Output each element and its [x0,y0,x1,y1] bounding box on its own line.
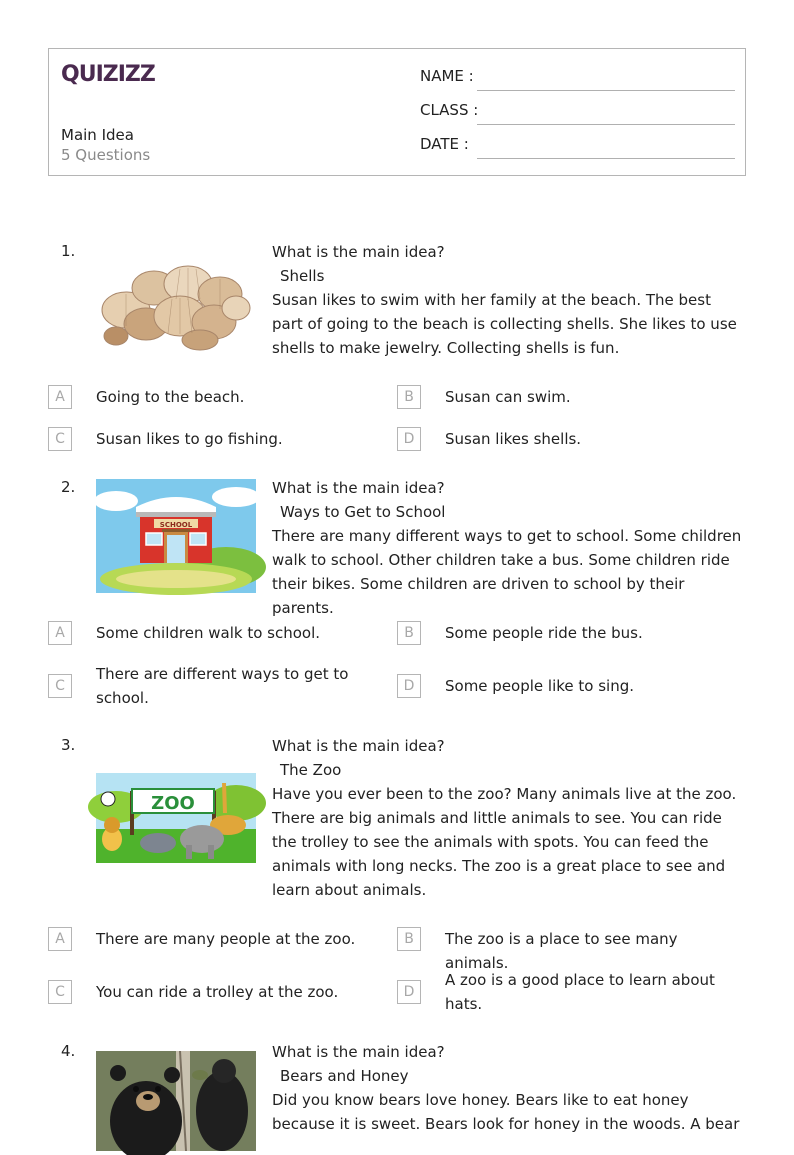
date-line[interactable] [477,158,735,159]
option-letter: B [397,621,421,645]
quizizz-logo [61,59,155,87]
option-b[interactable] [397,385,737,409]
option-text: You can ride a trolley at the zoo. [96,983,339,1001]
option-a[interactable] [48,621,378,645]
bears-image [96,1051,256,1123]
option-text: A zoo is a good place to learn about hats. [445,971,715,1013]
option-letter: C [48,427,72,451]
date-field[interactable] [420,135,735,159]
option-text: Susan can swim. [445,388,571,406]
option-letter: B [397,385,421,409]
option-letter: A [48,621,72,645]
name-label: NAME : [420,67,474,85]
option-text: Going to the beach. [96,388,245,406]
passage-text: There are many different ways to get to school. Some children walk to school. Other children take a bus. Some children ride their bikes. Some children are driven to school by their parents. [272,527,742,617]
option-letter: A [48,385,72,409]
option-d[interactable] [397,674,737,698]
option-letter: C [48,674,72,698]
question-text [272,1040,744,1136]
option-b[interactable] [397,927,742,972]
question-prompt: What is the main idea? [272,737,445,755]
name-line[interactable] [477,90,735,91]
question-number: 1. [61,242,76,260]
option-b[interactable] [397,621,737,645]
option-text: Some people ride the bus. [445,624,643,642]
passage-title: Shells [280,267,325,285]
option-letter: A [48,927,72,951]
worksheet-header [48,48,746,176]
svg-text:ZOO: ZOO [151,793,195,814]
option-a[interactable] [48,927,378,951]
option-text: The zoo is a place to see many animals. [445,930,678,972]
option-text: Some people like to sing. [445,677,635,695]
svg-text:SCHOOL: SCHOOL [159,521,193,529]
option-text: There are many people at the zoo. [96,930,356,948]
passage-text: Susan likes to swim with her family at the beach. The best part of going to the beach is collecting shells. She likes to use shells to make jewelry. Collecting shells is fun. [272,291,737,357]
school-building-image [96,479,256,593]
question-count: 5 Questions [61,146,151,164]
seashells-image [96,248,256,356]
option-c[interactable] [48,662,378,710]
passage-title: Bears and Honey [280,1067,409,1085]
class-label: CLASS : [420,101,479,119]
option-letter: D [397,427,421,451]
question-text [272,240,744,360]
option-letter: D [397,674,421,698]
passage-title: The Zoo [280,761,342,779]
question-text [272,734,744,902]
class-line[interactable] [477,124,735,125]
question-number: 3. [61,736,76,754]
passage-title: Ways to Get to School [280,503,446,521]
option-d[interactable] [397,968,737,1016]
worksheet-title: Main Idea [61,126,134,144]
option-a[interactable] [48,385,378,409]
question-text [272,476,744,620]
class-field[interactable] [420,101,735,125]
option-text: Some children walk to school. [96,624,321,642]
option-c[interactable] [48,980,378,1004]
question-prompt: What is the main idea? [272,1043,445,1061]
option-d[interactable] [397,427,737,451]
passage-text: Did you know bears love honey. Bears like to eat honey because it is sweet. Bears look for honey in the woods. A bear [272,1091,740,1133]
option-letter: D [397,980,421,1004]
zoo-animals-image [96,773,256,863]
question-prompt: What is the main idea? [272,243,445,261]
option-letter: B [397,927,421,951]
question-number: 4. [61,1042,76,1060]
option-text: Susan likes shells. [445,430,582,448]
passage-text: Have you ever been to the zoo? Many animals live at the zoo. There are big animals and little animals to see. You can ride the trolley to see the animals with spots. You can feed the animals with long necks. The zoo is a great place to see and learn about animals. [272,785,737,899]
option-text: Susan likes to go fishing. [96,430,283,448]
svg-text:QUIZIZZ: QUIZIZZ [61,62,155,87]
question-number: 2. [61,478,76,496]
question-4 [0,1040,794,1133]
date-label: DATE : [420,135,469,153]
name-field[interactable] [420,67,735,91]
option-c[interactable] [48,427,378,451]
option-text: There are different ways to get to school. [96,665,349,707]
question-prompt: What is the main idea? [272,479,445,497]
option-letter: C [48,980,72,1004]
